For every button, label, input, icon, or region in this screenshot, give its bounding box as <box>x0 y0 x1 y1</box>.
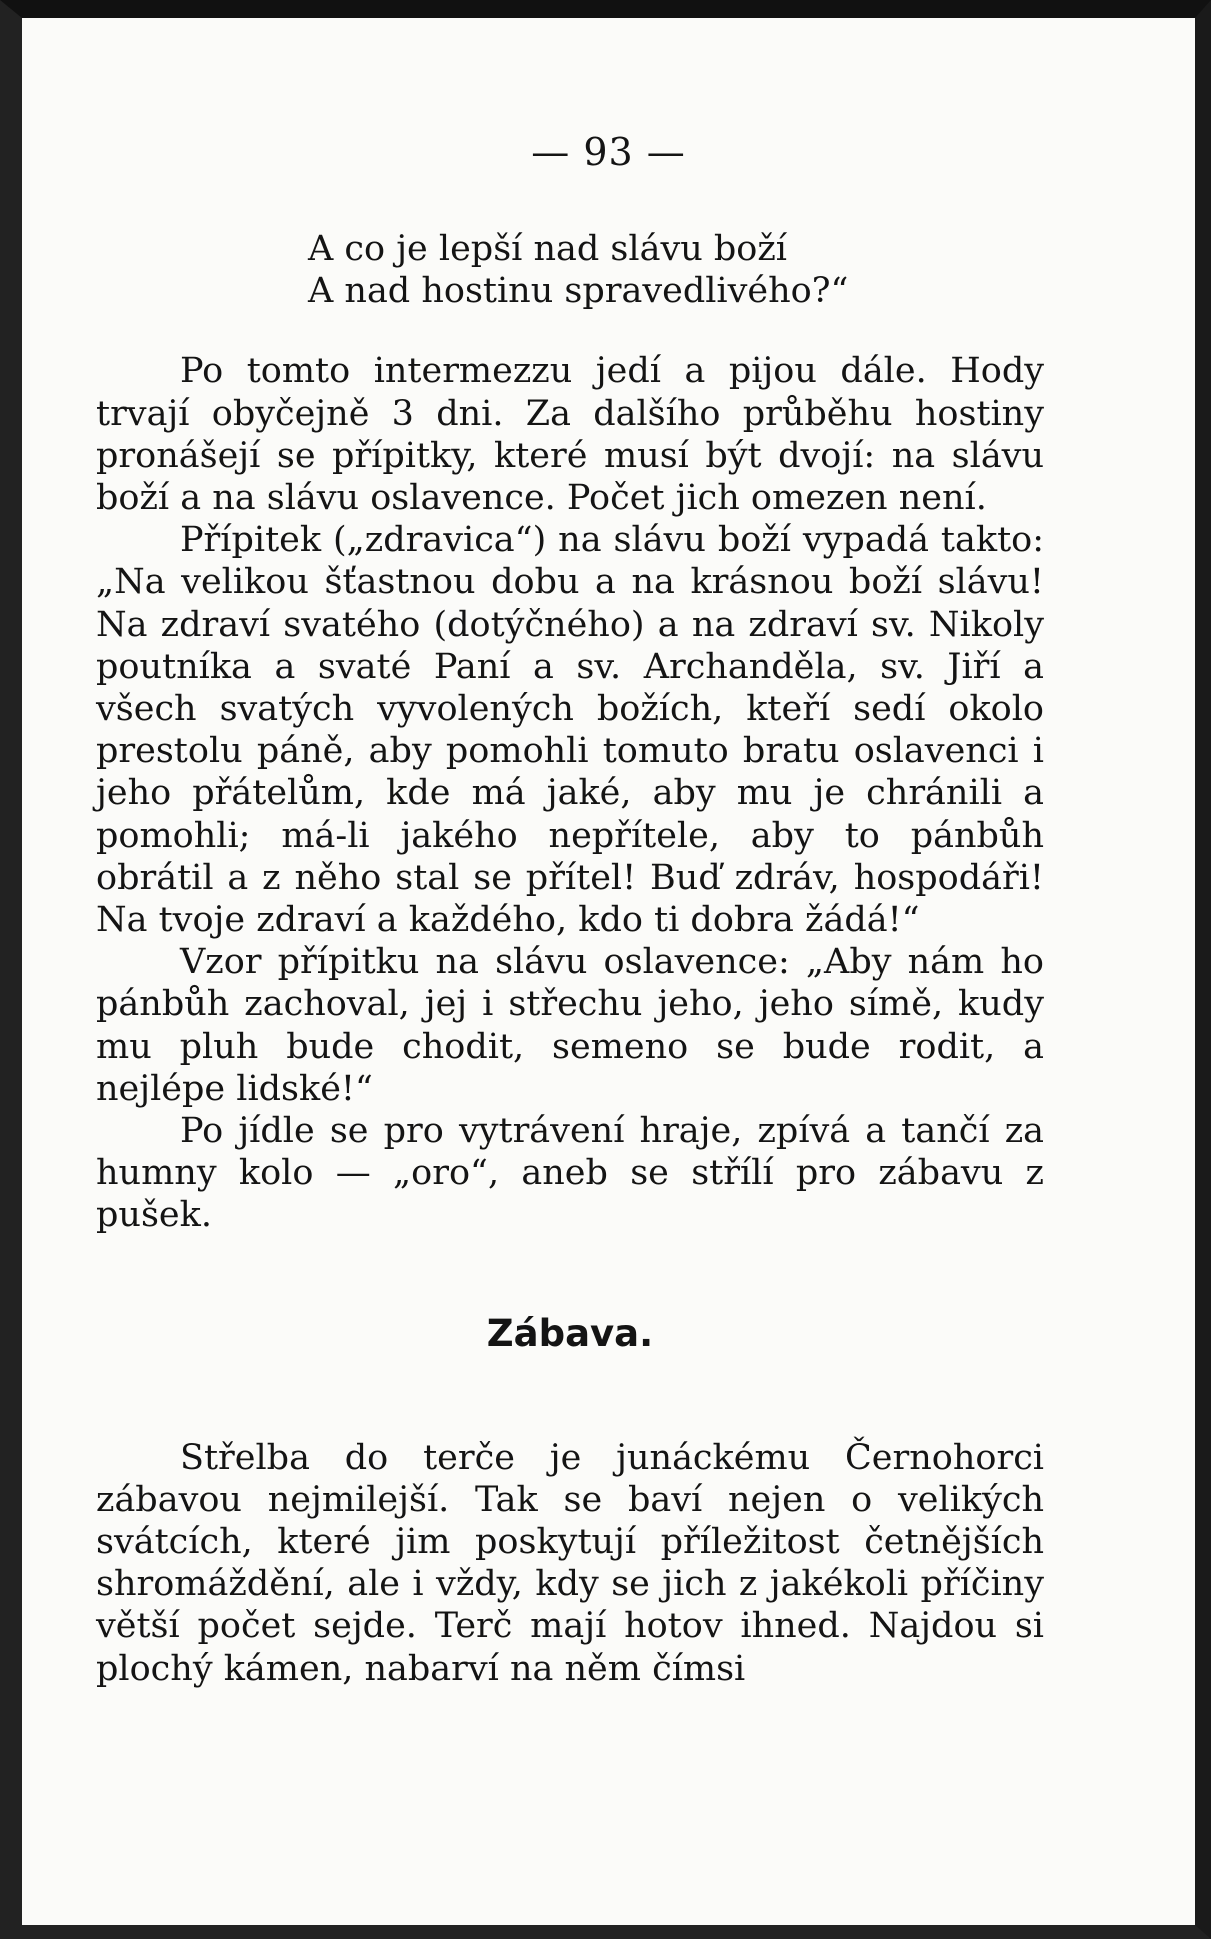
paragraph: Přípitek („zdravica“) na slávu boží vypadá takto: „Na velikou šťastnou dobu a na krásnou boží slávu! Na zdraví svatého (dotýčného) a na zdraví sv. Nikoly poutníka a svaté Paní a sv. Archanděla, sv. Jiří a všech svatých vyvolených božích, kteří sedí okolo prestolu páně, aby pomohli tomuto bratu oslavenci i jeho přátelům, kde má jaké, aby mu je chránili a pomohli; má-li jakého nepřítele, aby to pánbůh obrátil a z něho stal se přítel! Buď zdráv, hospodáři! Na tvoje zdraví a každého, kdo ti dobra žádá!“ <box>96 520 1044 941</box>
verse-line: A co je lepší nad slávu boží <box>308 229 787 269</box>
paragraph: Vzor přípitku na slávu oslavence: „Aby nám ho pánbůh zachoval, jej i střechu jeho, jeho símě, kudy mu pluh bude chodit, semeno se bude rodit, a nejlépe lidské!“ <box>96 942 1044 1109</box>
page-content <box>96 228 1044 1690</box>
paragraph: Po tomto intermezzu jedí a pijou dále. Hody trvají obyčejně 3 dni. Za dalšího průběhu hostiny pronášejí se přípitky, které musí být dvojí: na slávu boží a na slávu oslavence. Počet jich omezen není. <box>96 351 1044 519</box>
page-number: — 93 — <box>531 130 686 174</box>
paragraph: Po jídle se pro vytrávení hraje, zpívá a tančí za humny kolo — „oro“, aneb se střílí pro zábavu z pušek. <box>96 1111 1044 1236</box>
section-heading: Zábava. <box>486 1311 654 1355</box>
spacer <box>96 312 1044 350</box>
paragraph: Střelba do terče je junáckému Černohorci zábavou nejmilejší. Tak se baví nejen o velikých svátcích, které jim poskytují příležitost četnějších shromáždění, ale i vždy, kdy se jich z jakékoli příčiny větší počet sejde. Terč mají hotov ihned. Najdou si plochý kámen, nabarví na něm čímsi <box>96 1437 1044 1689</box>
verse-line: A nad hostinu spravedlivého?“ <box>308 271 849 312</box>
verse-quote <box>96 228 1044 312</box>
section-heading-block <box>96 1237 1044 1437</box>
